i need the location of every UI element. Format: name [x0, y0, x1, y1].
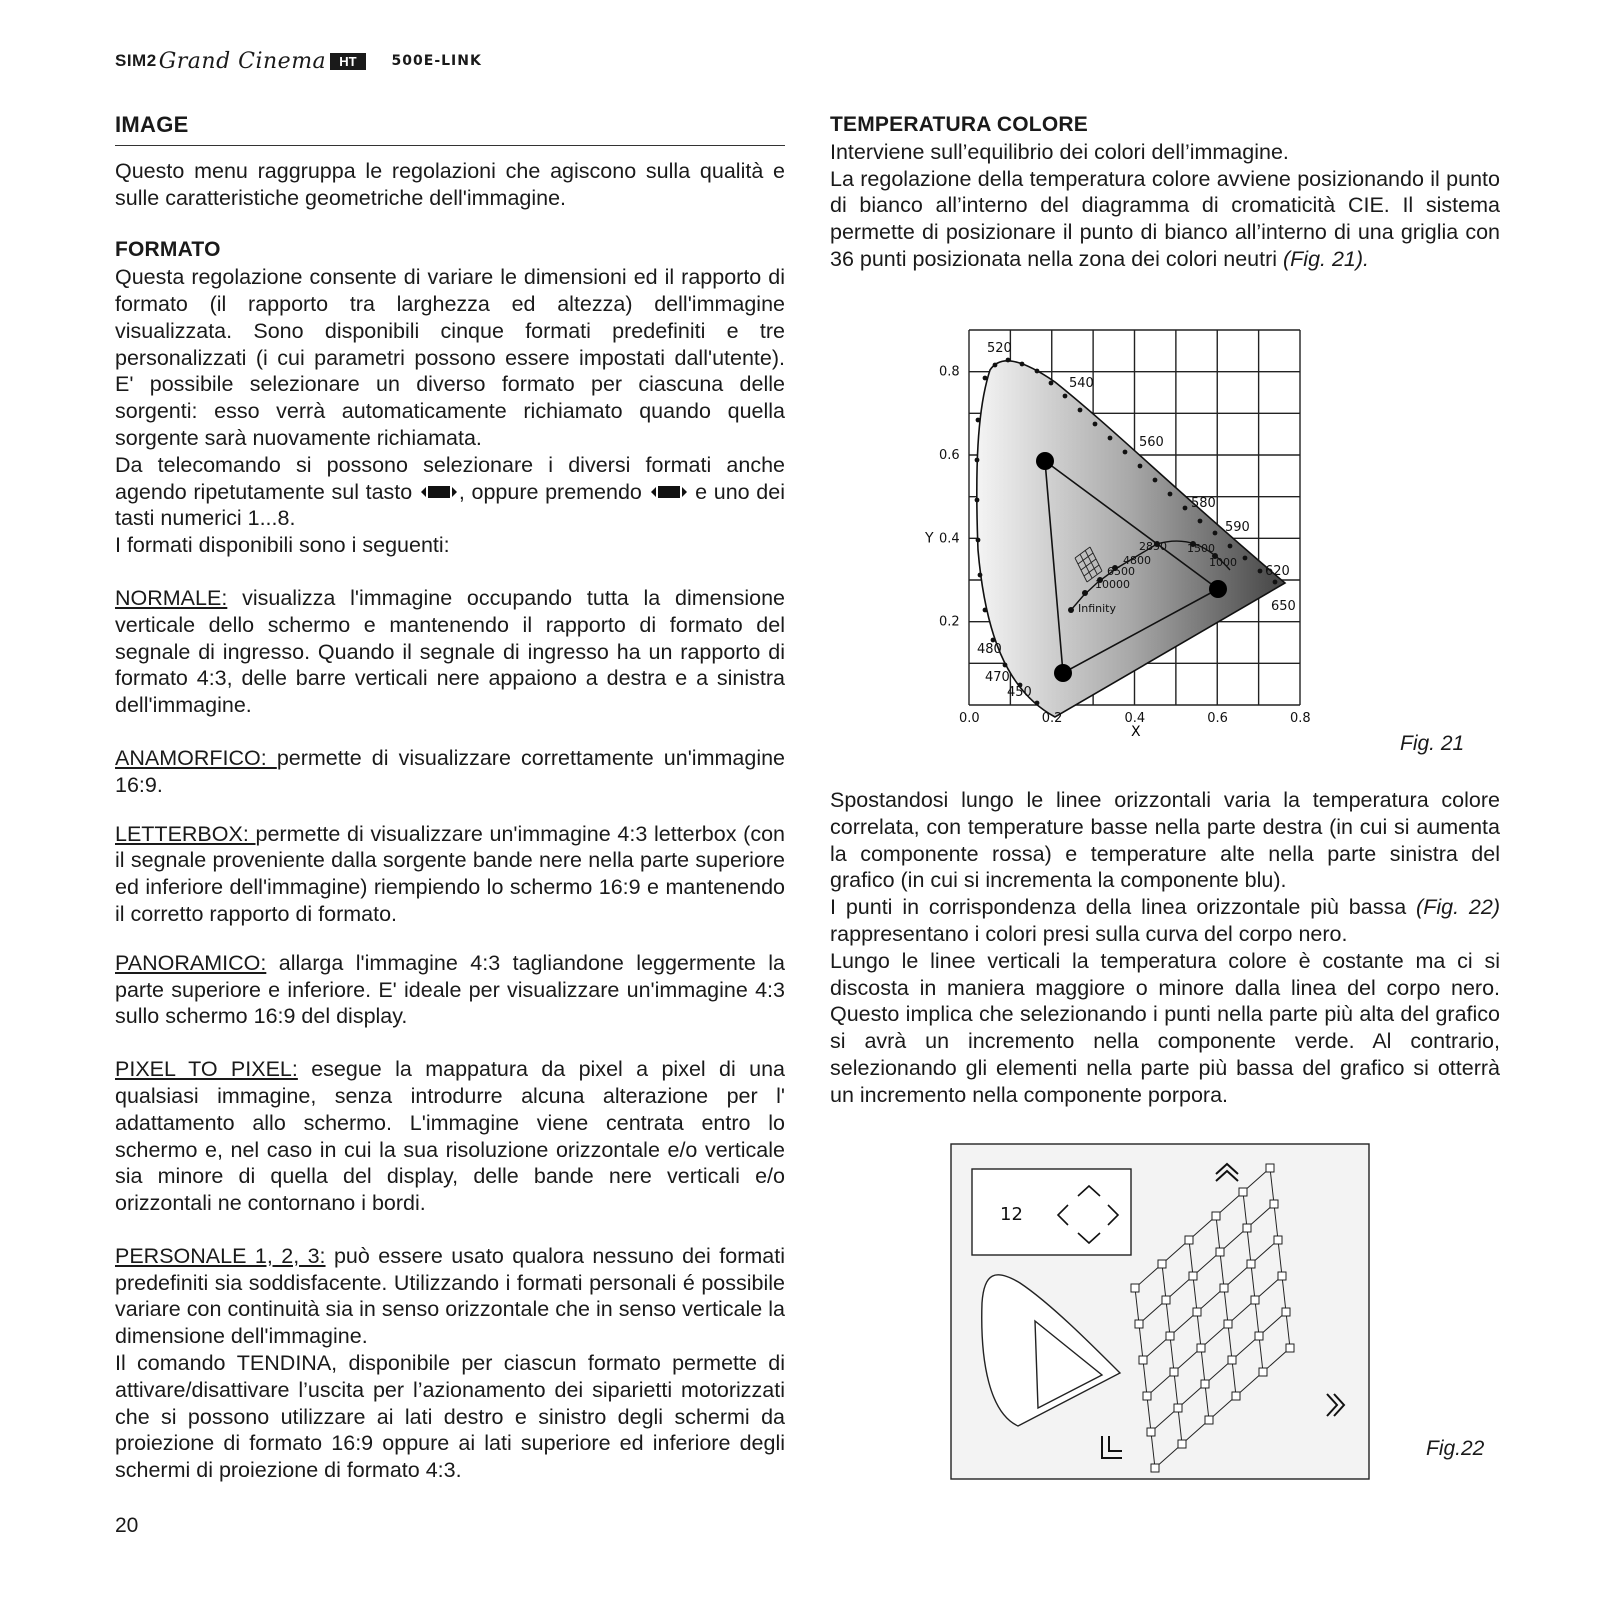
locus-dot: [1213, 531, 1218, 536]
locus-dot: [1123, 450, 1128, 455]
grid-point: [1139, 1356, 1147, 1364]
y-tick-label: 0.2: [939, 614, 960, 630]
wavelength-label: 450: [1007, 685, 1032, 700]
brand-name: SIM2: [115, 51, 157, 70]
locus-dot: [1063, 394, 1068, 399]
grid-point: [1278, 1272, 1286, 1280]
wavelength-label: 520: [987, 341, 1012, 356]
formati-list-intro: I formati disponibili sono i seguenti:: [115, 533, 450, 558]
fig21-caption: Fig. 21: [1400, 732, 1465, 755]
wavelength-label: 560: [1139, 435, 1164, 450]
right-column-lower: [830, 787, 1500, 1109]
value-box: [972, 1169, 1131, 1255]
grid-point: [1197, 1344, 1205, 1352]
grid-point: [1166, 1332, 1174, 1340]
x-axis-label: X: [1131, 724, 1141, 740]
grid-point: [1270, 1200, 1278, 1208]
left-column: [115, 112, 785, 1484]
wavelength-label: 650: [1271, 599, 1296, 614]
grid-point: [1135, 1320, 1143, 1328]
grid-point: [1239, 1188, 1247, 1196]
locus-dot: [978, 573, 983, 578]
grid-point: [1158, 1260, 1166, 1268]
vertical-lines-text: Lungo le linee verticali la temperatura colore è costante ma ci si discosta in maniera maggiore o minore dalla linea del corpo nero. Questo implica che selezionando i punti nella parte più alta del grafico si avrà un incremento nella componente verde. Al contrario, selezionando gli elementi nella parte più bassa del grafico si otterrà un incremento nella componente porpora.: [830, 948, 1500, 1107]
grid-point: [1170, 1368, 1178, 1376]
brand-script: Grand Cinema: [158, 48, 327, 74]
y-axis-label: Y: [925, 530, 934, 547]
wavelength-label: 580: [1191, 496, 1216, 511]
locus-dot: [1035, 369, 1040, 374]
temp-intro: Interviene sull’equilibrio dei colori dell’immagine.: [830, 139, 1289, 164]
y-tick-label: 0.6: [939, 448, 960, 463]
grid-point: [1201, 1380, 1209, 1388]
y-tick-label: 0.8: [939, 364, 960, 380]
locus-dot: [1049, 381, 1054, 386]
grid-point: [1205, 1416, 1213, 1424]
grid-point: [1266, 1164, 1274, 1172]
aspect-key-icon: [649, 483, 689, 501]
locus-dot: [975, 498, 980, 503]
grid-point: [1251, 1296, 1259, 1304]
locus-dot: [1006, 358, 1011, 363]
lowest-line-text: I punti in corrispondenza della linea orizzontale più bassa (Fig. 22) rappresentano i colori presi sulla curva del corpo nero.: [830, 895, 1500, 946]
temperature-label: 10000: [1095, 578, 1130, 591]
locus-dot: [1228, 544, 1233, 549]
grid-point: [1286, 1344, 1294, 1352]
gamut-point: [1209, 580, 1227, 598]
grid-point: [1189, 1272, 1197, 1280]
normale-item: NORMALE: visualizza l'immagine occupando tutta la dimensione verticale dello schermo e mantenendo il rapporto di formato del segnale di ingresso. Quando il segnale di ingresso ha un rapporto di formato 4:3, delle barre verticali nere appaiono a destra e a sinistra dell'immagine.: [115, 585, 785, 718]
formato-text: Questa regolazione consente di variare le dimensioni ed il rapporto di formato (il rapporto tra larghezza ed altezza) dell'immagine visualizzata. Sono disponibili cinque formati predefiniti e tre personalizzati (i cui parametri possono essere impostati dall'utente). E' possibile selezionare un diverso formato per ciascuna delle sorgenti: esso verrà automaticamente richiamato quando quella sorgente sarà nuovamente richiamata.: [115, 265, 785, 450]
cie-diagram: [925, 330, 1365, 770]
temperature-label: 6500: [1107, 565, 1135, 578]
locus-dot: [976, 538, 981, 543]
locus-dot: [983, 376, 988, 381]
grid-point: [1274, 1236, 1282, 1244]
grid-point: [1147, 1428, 1155, 1436]
grid-point: [1131, 1284, 1139, 1292]
grid-point: [1247, 1260, 1255, 1268]
model-name: 500E-LINK: [391, 53, 482, 69]
wavelength-label: 540: [1069, 376, 1094, 391]
locus-dot: [1138, 464, 1143, 469]
locus-dot: [1093, 422, 1098, 427]
grid-point: [1174, 1404, 1182, 1412]
temp-title: TEMPERATURA COLORE: [830, 113, 1088, 136]
locus-dot: [1035, 701, 1040, 706]
right-column: [830, 112, 1500, 273]
tendina-text: Il comando TENDINA, disponibile per ciascun formato permette di attivare/disattivare l’uscita per l’azionamento dei siparietti motorizzati che si possono utilizzare ai lati destro e sinistro degli schermi da proiezione di formato 16:9 oppure ai lati superiore ed inferiore degli schermi di proiezione di formato 4:3.: [115, 1351, 785, 1483]
x-tick-label: 0.6: [1207, 711, 1228, 726]
horizontal-lines-text: Spostandosi lungo le linee orizzontali varia la temperatura colore correlata, con temperature basse nella parte destra (in cui si aumenta la componente rossa) e temperature alte nella parte sinistra del grafico (in cui si incrementa la componente blu).: [830, 788, 1500, 893]
locus-dot: [1243, 556, 1248, 561]
wavelength-label: 470: [985, 670, 1010, 685]
grid-point: [1143, 1392, 1151, 1400]
grid-point: [1255, 1332, 1263, 1340]
x-tick-label: 0.0: [959, 711, 980, 726]
locus-dot: [1020, 362, 1025, 367]
panoramico-item: PANORAMICO: allarga l'immagine 4:3 tagliandone leggermente la parte superiore e inferiore. E' ideale per visualizzare un'immagine 4:3 sullo schermo 16:9 del display.: [115, 950, 785, 1029]
formato-title: FORMATO: [115, 238, 221, 262]
wavelength-label: 620: [1265, 564, 1290, 579]
locus-dot: [993, 363, 998, 368]
grid-point: [1178, 1440, 1186, 1448]
grid-point: [1216, 1248, 1224, 1256]
locus-dot: [1198, 519, 1203, 524]
grid-point: [1224, 1320, 1232, 1328]
locus-dot: [1078, 408, 1083, 413]
brand-badge: HT: [330, 53, 365, 70]
gamut-point: [1036, 452, 1054, 470]
temperature-label: 1500: [1187, 542, 1215, 555]
grid-point: [1185, 1236, 1193, 1244]
temperature-label: 2850: [1139, 540, 1167, 553]
grid-point: [1212, 1212, 1220, 1220]
wavelength-label: 480: [977, 642, 1002, 657]
temperature-label: 4800: [1123, 554, 1151, 567]
aspect-key-icon: [419, 483, 459, 501]
temperature-label: Infinity: [1078, 602, 1116, 615]
locus-dot: [975, 458, 980, 463]
locus-dot: [983, 608, 988, 613]
grid-point: [1228, 1356, 1236, 1364]
locus-dot: [1258, 569, 1263, 574]
intro-text: Questo menu raggruppa le regolazioni che agiscono sulla qualità e sulle caratteristiche geometriche dell'immagine.: [115, 158, 785, 210]
x-tick-label: 0.4: [1124, 711, 1146, 726]
locus-dot: [1168, 492, 1173, 497]
anamorfico-item: ANAMORFICO: permette di visualizzare correttamente un'immagine 16:9.: [115, 745, 786, 797]
fig22-caption: Fig.22: [1426, 1437, 1485, 1460]
locus-dot: [976, 418, 981, 423]
locus-dot: [1273, 580, 1278, 585]
pixel-item: PIXEL TO PIXEL: esegue la mappatura da pixel a pixel di una qualsiasi immagine, senza introdurre alcuna alterazione per l' adattamento allo schermo. L'immagine viene centrata entro lo schermo e, nel caso in cui la sua risoluzione orizzontale e/o verticale sia minore di quella del display, delle bande nere verticali e/o orizzontali ne contornano i bordi.: [115, 1057, 786, 1216]
letterbox-item: LETTERBOX: permette di visualizzare un'immagine 4:3 letterbox (con il segnale proveniente dalla sorgente bande nere nella parte superiore ed inferiore dell'immagine) riempiendo lo schermo 16:9 e mantenendo il corretto rapporto di formato.: [115, 821, 785, 926]
formato-remote-text: Da telecomando si possono selezionare i diversi formati anche agendo ripetutamente sul tasto , oppure premendo e uno dei tasti numerici 1...8.: [115, 452, 785, 531]
temperature-label: 1000: [1209, 556, 1237, 569]
y-tick-label: 0.4: [939, 531, 960, 547]
grid-point: [1151, 1464, 1159, 1472]
temp-text: La regolazione della temperatura colore avviene posizionando il punto di bianco all’interno del diagramma di cromaticità CIE. Il sistema permette di posizionare il punto di bianco all’interno di una griglia con 36 punti posizionata nella zona dei colori neutri (Fig. 21).: [830, 166, 1500, 271]
grid-point: [1193, 1308, 1201, 1316]
locus-dot: [1153, 478, 1158, 483]
grid-point: [1220, 1284, 1228, 1292]
personale-item: PERSONALE 1, 2, 3: può essere usato qualora nessuno dei formati predefiniti sia soddisfacente. Utilizzando i formati personali é possibile variare con continuità sia in senso orizzontale che in senso verticale la dimensione dell'immagine.: [115, 1243, 785, 1349]
page-header: [115, 48, 482, 74]
locus-dot: [1003, 663, 1008, 668]
page-number: 20: [115, 1514, 139, 1537]
grid-point: [1282, 1308, 1290, 1316]
grid-point: [1162, 1296, 1170, 1304]
locus-dot: [1183, 506, 1188, 511]
locus-dot: [1108, 436, 1113, 441]
wavelength-label: 590: [1225, 520, 1250, 535]
osd-illustration: [950, 1143, 1370, 1480]
section-title: IMAGE: [115, 112, 785, 146]
grid-point: [1259, 1368, 1267, 1376]
grid-point: [1243, 1224, 1251, 1232]
grid-point: [1232, 1392, 1240, 1400]
gamut-point: [1054, 664, 1072, 682]
x-tick-label: 0.8: [1290, 711, 1311, 726]
value-text: 12: [1000, 1204, 1023, 1225]
x-tick-label: 0.2: [1041, 711, 1063, 726]
